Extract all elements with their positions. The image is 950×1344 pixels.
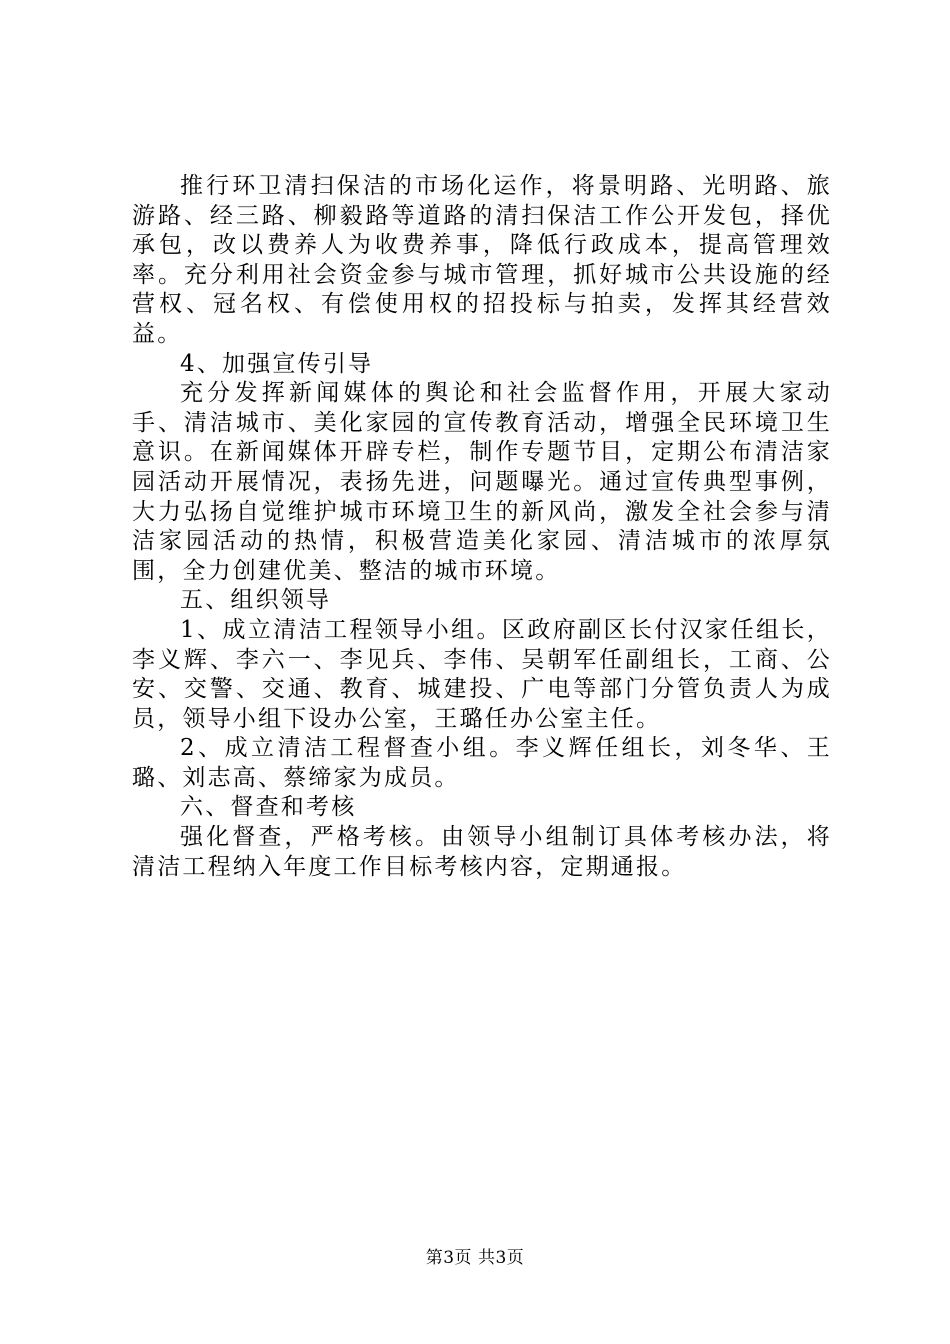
document-body bbox=[132, 172, 832, 882]
paragraph-leadership-group: 1、成立清洁工程领导小组。区政府副区长付汉家任组长，李义辉、李六一、李见兵、李伟、吴朝军任副组长，工商、公安、交警、交通、教育、城建投、广电等部门分管负责人为成员，领导小组下设办公室，王璐任办公室主任。 bbox=[132, 616, 832, 732]
heading-inspection-assessment: 六、督查和考核 bbox=[180, 794, 357, 821]
paragraph-inspection-group: 2、成立清洁工程督查小组。李义辉任组长，刘冬华、王璐、刘志高、蔡缔家为成员。 bbox=[132, 735, 832, 791]
paragraph-publicity: 充分发挥新闻媒体的舆论和社会监督作用，开展大家动手、清洁城市、美化家园的宣传教育活动，增强全民环境卫生意识。在新闻媒体开辟专栏，制作专题节目，定期公布清洁家园活动开展情况，表扬先进，问题曝光。通过宣传典型事例，大力弘扬自觉维护城市环境卫生的新风尚，激发全社会参与清洁家园活动的热情，积极营造美化家园、清洁城市的浓厚氛围，全力创建优美、整洁的城市环境。 bbox=[132, 380, 832, 584]
paragraph-assessment: 强化督查，严格考核。由领导小组制订具体考核办法，将清洁工程纳入年度工作目标考核内容，定期通报。 bbox=[132, 824, 832, 880]
paragraph-sanitation-outsourcing: 推行环卫清扫保洁的市场化运作，将景明路、光明路、旅游路、经三路、柳毅路等道路的清扫保洁工作公开发包，择优承包，改以费养人为收费养事，降低行政成本，提高管理效率。充分利用社会资金参与城市管理，抓好城市公共设施的经营权、冠名权、有偿使用权的招投标与拍卖，发挥其经营效益。 bbox=[132, 173, 832, 347]
heading-organization: 五、组织领导 bbox=[180, 587, 332, 614]
page-number-footer: 第3页 共3页 bbox=[425, 1248, 525, 1268]
heading-publicity: 4、加强宣传引导 bbox=[180, 350, 374, 377]
